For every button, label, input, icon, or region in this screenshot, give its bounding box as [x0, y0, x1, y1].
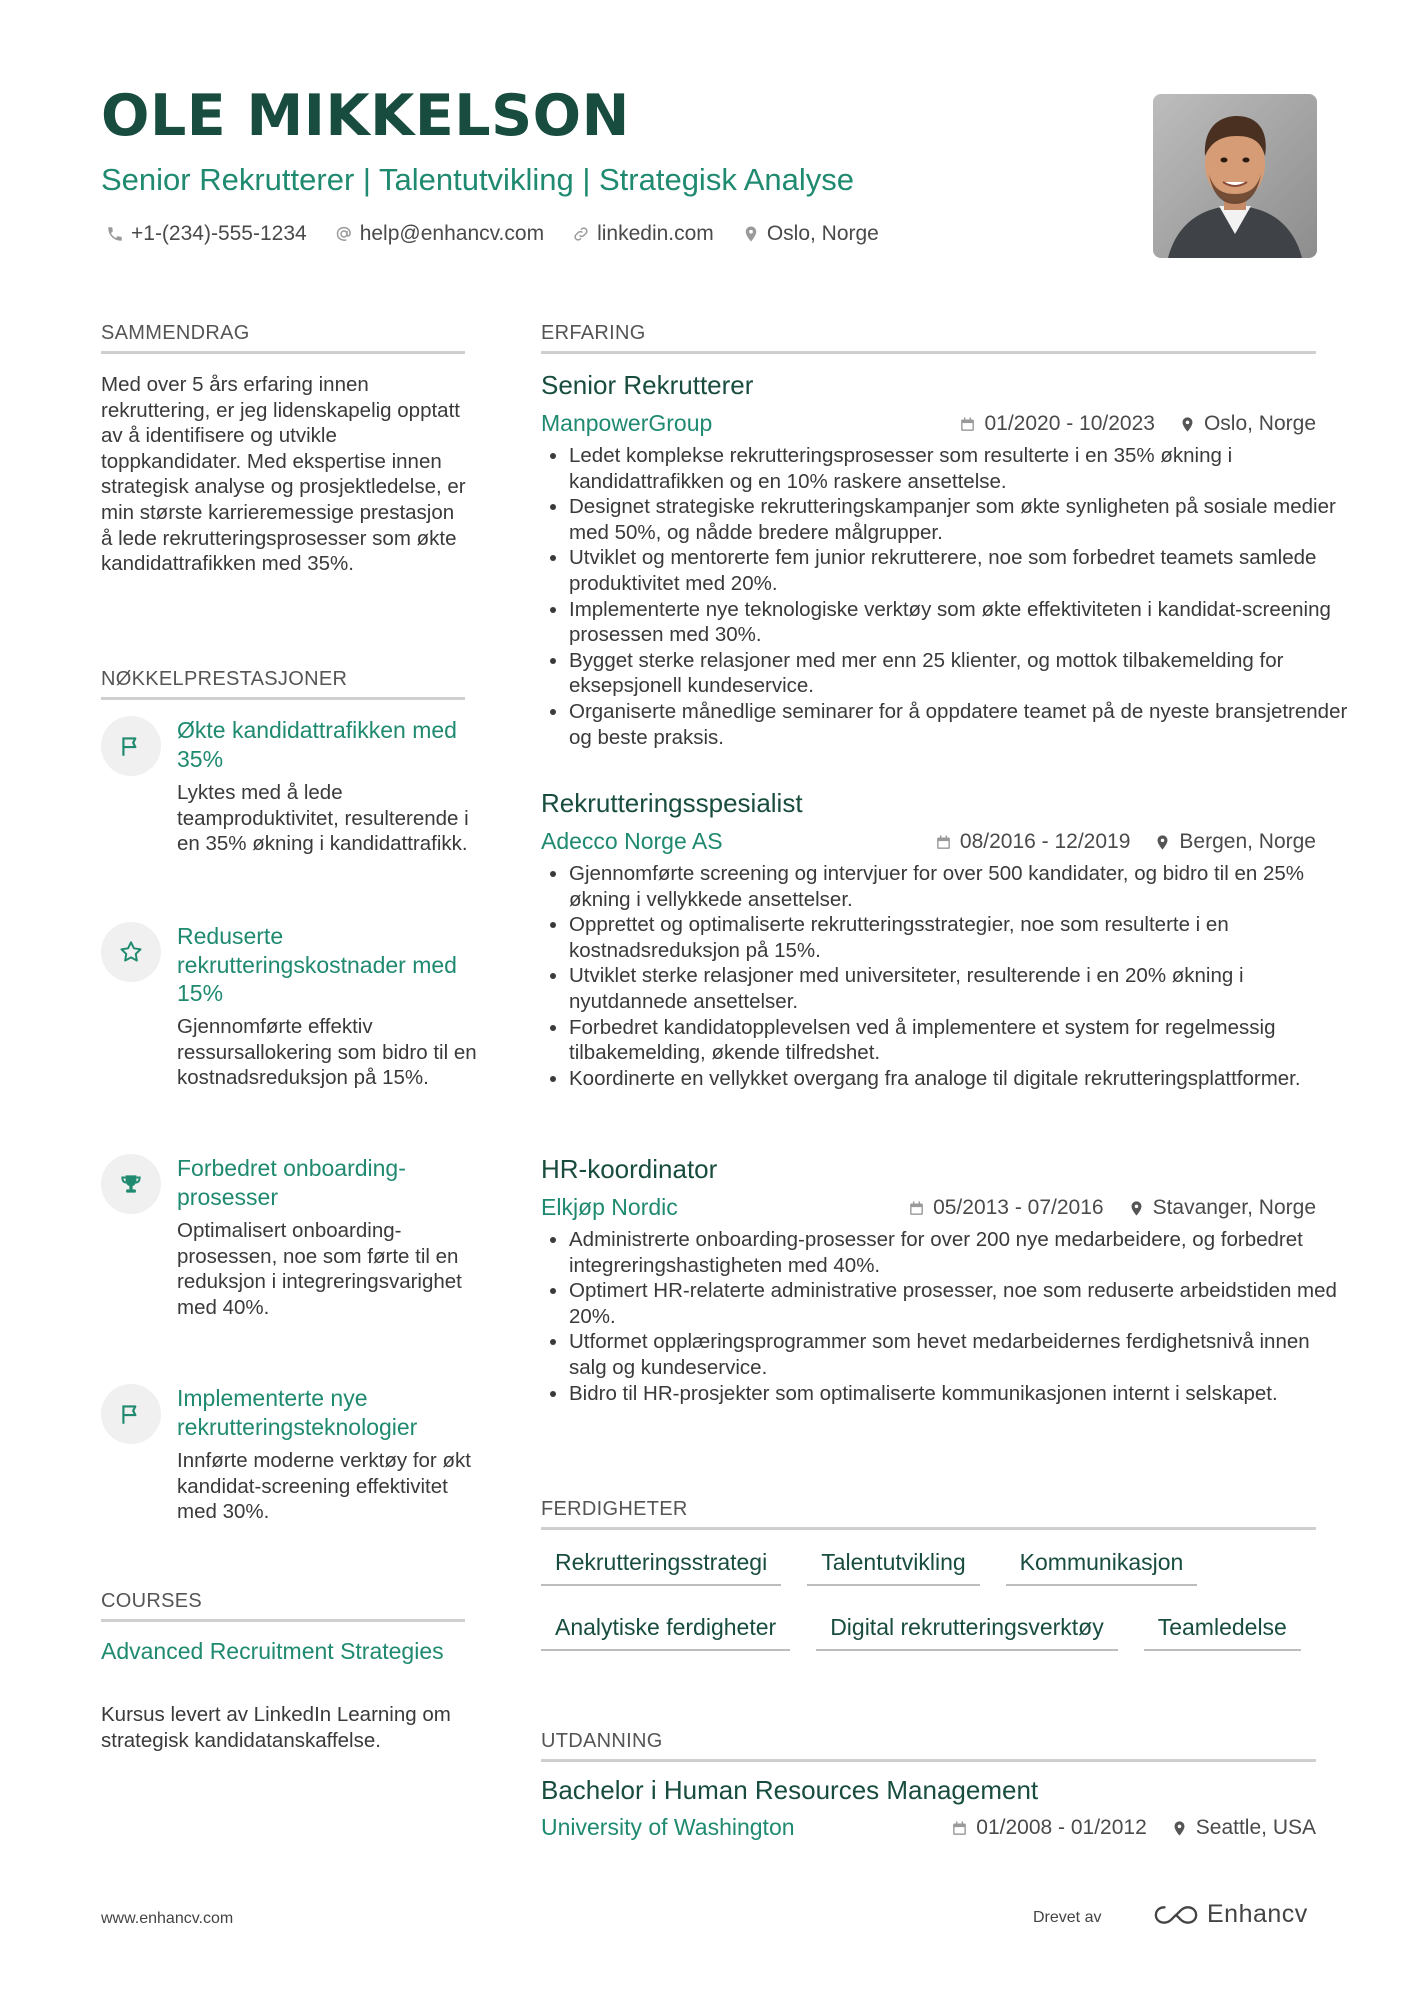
- job-title: Senior Rekrutterer: [541, 370, 754, 400]
- skill-tag: Talentutvikling: [807, 1545, 979, 1586]
- linkedin-contact[interactable]: [572, 222, 714, 246]
- bullet-item: • Bygget sterke relasjoner med mer enn 25 klienter, og mottok tilbakemelding for eksepsjonell kundeservice.: [569, 648, 1349, 699]
- bullet-item: • Ledet komplekse rekrutteringsprosesser som resulterte i en 35% økning i kandidattrafikken og en 10% raskere ansettelse.: [569, 443, 1349, 494]
- flag-icon: [118, 1401, 144, 1427]
- bullet-item: • Utformet opplæringsprogrammer som hevet medarbeidernes ferdighetsnivå innen salg og kundeservice.: [569, 1329, 1349, 1380]
- profile-photo: [1153, 94, 1317, 258]
- location-text: Oslo, Norge: [766, 222, 879, 245]
- achievement-desc: Lyktes med å lede teamproduktivitet, resulterende i en 35% økning i kandidattrafikk.: [177, 781, 469, 856]
- job-bullets: [541, 1227, 1349, 1406]
- location-pin-icon: [1179, 416, 1196, 433]
- infinity-logo-icon: [1153, 1903, 1199, 1927]
- bullet-item: • Administrerte onboarding-prosesser for over 200 nye medarbeidere, og forbedret integreringshastigheten med 40%.: [569, 1227, 1349, 1278]
- trophy-icon: [118, 1171, 144, 1197]
- job-meta: [935, 830, 1316, 854]
- experience-section-title: ERFARING: [541, 322, 1316, 354]
- course-title: Advanced Recruitment Strategies: [101, 1638, 444, 1664]
- calendar-icon: [959, 416, 976, 433]
- link-icon: [572, 225, 590, 243]
- bullet-item: • Gjennomførte screening og intervjuer for over 500 kandidater, og bidro til en 25% økning i vellykkede ansettelser.: [569, 861, 1349, 912]
- education-location: Seattle, USA: [1171, 1816, 1316, 1840]
- job-dates: 08/2016 - 12/2019: [935, 830, 1130, 854]
- job-meta: [908, 1196, 1316, 1220]
- location-pin-icon: [1128, 1200, 1145, 1217]
- summary-section-title: SAMMENDRAG: [101, 322, 465, 354]
- contact-bar: [106, 222, 879, 246]
- achievement-title: Reduserte rekrutteringskostnader med 15%: [177, 923, 457, 1006]
- company-name: ManpowerGroup: [541, 410, 713, 436]
- job-title: Rekrutteringsspesialist: [541, 788, 803, 818]
- school-name: University of Washington: [541, 1814, 795, 1840]
- job-bullets: [541, 861, 1349, 1091]
- footer-powered-by: Drevet av: [1033, 1909, 1102, 1926]
- achievement-title: Implementerte nye rekrutteringsteknologier: [177, 1385, 418, 1440]
- phone-icon: [106, 225, 124, 243]
- achievement-title: Økte kandidattrafikken med 35%: [177, 717, 457, 772]
- calendar-icon: [908, 1200, 925, 1217]
- bullet-item: • Utviklet sterke relasjoner med universiteter, resulterende i en 20% økning i nyutdannede ansettelser.: [569, 963, 1349, 1014]
- job-title: HR-koordinator: [541, 1154, 718, 1184]
- skill-tag: Digital rekrutteringsverktøy: [816, 1610, 1118, 1651]
- candidate-name: OLE MIKKELSON: [101, 83, 630, 149]
- at-icon: [335, 225, 353, 243]
- skill-tag: Teamledelse: [1144, 1610, 1301, 1651]
- linkedin-text: linkedin.com: [597, 222, 714, 245]
- achievements-section-title: NØKKELPRESTASJONER: [101, 668, 465, 700]
- flag-icon: [118, 733, 144, 759]
- location-contact: [742, 222, 879, 246]
- degree-title: Bachelor i Human Resources Management: [541, 1775, 1039, 1805]
- location-pin-icon: [742, 225, 760, 243]
- bullet-item: • Opprettet og optimaliserte rekrutteringsstrategier, noe som resulterte i en kostnadsreduksjon på 15%.: [569, 912, 1349, 963]
- email-text: help@enhancv.com: [359, 222, 545, 245]
- achievement-title: Forbedret onboarding-prosesser: [177, 1155, 406, 1210]
- bullet-item: • Koordinerte en vellykket overgang fra analoge til digitale rekrutteringsplattformer.: [569, 1066, 1349, 1092]
- bullet-item: • Organiserte månedlige seminarer for å oppdatere teamet på de nyeste bransjetrender og beste praksis.: [569, 699, 1349, 750]
- location-pin-icon: [1171, 1820, 1188, 1837]
- job-dates: 05/2013 - 07/2016: [908, 1196, 1103, 1220]
- achievement-desc: Innførte moderne verktøy for økt kandidat-screening effektivitet med 30%.: [177, 1449, 471, 1524]
- brand-name: Enhancv: [1207, 1900, 1308, 1928]
- job-location: Stavanger, Norge: [1128, 1196, 1316, 1220]
- footer-url[interactable]: www.enhancv.com: [101, 1910, 234, 1927]
- bullet-item: • Implementerte nye teknologiske verktøy som økte effektiviteten i kandidat-screening prosessen med 30%.: [569, 597, 1349, 648]
- company-name: Adecco Norge AS: [541, 828, 723, 854]
- enhancv-logo[interactable]: [1153, 1900, 1308, 1929]
- company-name: Elkjøp Nordic: [541, 1194, 678, 1220]
- bullet-item: • Optimert HR-relaterte administrative prosesser, noe som reduserte arbeidstiden med 20%.: [569, 1278, 1349, 1329]
- skill-tag: Rekrutteringsstrategi: [541, 1545, 781, 1586]
- achievement-desc: Gjennomførte effektiv ressursallokering som bidro til en kostnadsreduksjon på 15%.: [177, 1015, 477, 1090]
- course-desc: Kursus levert av LinkedIn Learning om strategisk kandidatanskaffelse.: [101, 1703, 451, 1752]
- skills-section-title: FERDIGHETER: [541, 1498, 1316, 1530]
- calendar-icon: [935, 834, 952, 851]
- phone-text: +1-(234)-555-1234: [131, 222, 307, 245]
- education-section-title: UTDANNING: [541, 1730, 1316, 1762]
- skill-tag: Kommunikasjon: [1006, 1545, 1198, 1586]
- bullet-item: • Designet strategiske rekrutteringskampanjer som økte synligheten på sosiale medier med 50%, og nådde bredere målgrupper.: [569, 494, 1349, 545]
- achievement-desc: Optimalisert onboarding-prosessen, noe som førte til en reduksjon i integreringsvarighet med 40%.: [177, 1219, 462, 1319]
- education-meta: [951, 1816, 1316, 1840]
- calendar-icon: [951, 1820, 968, 1837]
- skill-tag: Analytiske ferdigheter: [541, 1610, 790, 1651]
- bullet-item: • Forbedret kandidatopplevelsen ved å implementere et system for regelmessig tilbakemelding, økende tilfredshet.: [569, 1015, 1349, 1066]
- bullet-item: • Utviklet og mentorerte fem junior rekrutterere, noe som forbedret teamets samlede produktivitet med 20%.: [569, 545, 1349, 596]
- star-icon: [118, 939, 144, 965]
- job-bullets: [541, 443, 1349, 750]
- skills-list: [541, 1545, 1321, 1675]
- job-location: Oslo, Norge: [1179, 412, 1316, 436]
- headline: Senior Rekrutterer | Talentutvikling | Strategisk Analyse: [101, 162, 855, 197]
- bullet-item: • Bidro til HR-prosjekter som optimaliserte kommunikasjonen internt i selskapet.: [569, 1381, 1349, 1407]
- email-contact[interactable]: [335, 222, 544, 246]
- job-location: Bergen, Norge: [1154, 830, 1316, 854]
- job-dates: 01/2020 - 10/2023: [959, 412, 1154, 436]
- phone-contact[interactable]: [106, 222, 307, 246]
- job-meta: [959, 412, 1316, 436]
- location-pin-icon: [1154, 834, 1171, 851]
- summary-text: Med over 5 års erfaring innen rekruttering, er jeg lidenskapelig opptatt av å identifisere og utvikle toppkandidater. Med ekspertise innen strategisk analyse og prosjektledelse, er min største karrieremessige prestasjon å lede rekrutteringsprosesser som økte kandidattrafikken med 35%.: [101, 373, 466, 576]
- education-dates: 01/2008 - 01/2012: [951, 1816, 1146, 1840]
- courses-section-title: COURSES: [101, 1590, 465, 1622]
